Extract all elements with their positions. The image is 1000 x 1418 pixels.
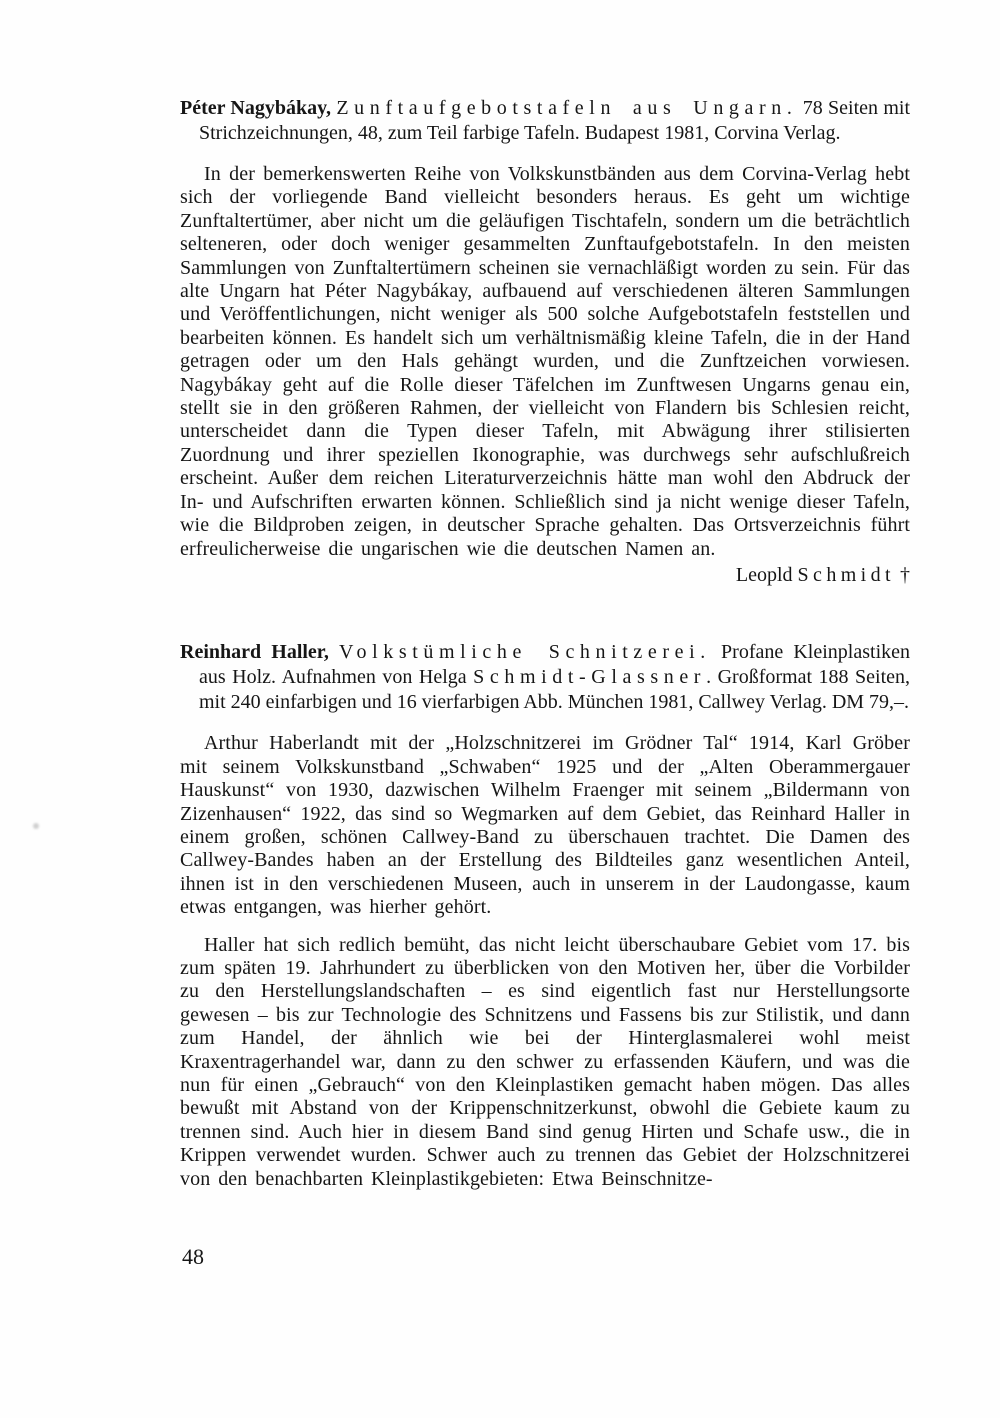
review-body-paragraph: Arthur Haberlandt mit der „Holzschnitzerei im Grödner Tal“ 1914, Karl Gröber mit seinem Volkskunstband „Schwaben“ 1925 und der „Alten Oberammergauer Hauskunst“ von 1930, dazwischen Wilhelm Fraenger mit seinem „Bildermann von Zizenhausen“ 1922, das sind so Wegmarken auf dem Gebiet, das Reinhard Haller in einem großen, schönen Callwey-Band zu überschauen trachtet. Die Damen des Callwey-Bandes haben an der Erstellung des Bildteiles ganz wesentlichen Anteil, ihnen ist in den verschiedenen Museen, auch in unserem in der Laudongasse, kaum etwas entgangen, was hierher gehört. (180, 732, 910, 919)
review-heading (180, 96, 910, 146)
review-author: Péter Nagybákay, (180, 97, 332, 119)
review-title: Zunftaufgebotstafeln aus Ungarn. (336, 97, 798, 119)
page-number: 48 (182, 1244, 204, 1269)
review-nagybakay (180, 96, 910, 587)
review-author: Reinhard Haller, (180, 641, 329, 664)
text-block (180, 96, 910, 1191)
photographer-name: Schmidt-Glassner (473, 666, 707, 689)
review-haller (180, 640, 910, 1191)
scan-speck (33, 823, 39, 829)
reviewer-signature (180, 564, 910, 587)
review-subtitle: Profane Kleinplastiken aus Holz. Aufnahmen von Helga (199, 641, 911, 689)
dagger-symbol: † (900, 563, 910, 586)
reviewer-surname: Schmidt (797, 563, 895, 586)
review-bibliographic-info: 78 Seiten mit Strichzeichnungen, 48, zum Teil farbige Tafeln. Budapest 1981, Corvina Verlag. (199, 97, 911, 144)
review-body-paragraph: Haller hat sich redlich bemüht, das nicht leicht überschaubare Gebiet vom 17. bis zum späten 19. Jahrhundert zu überblicken von den Motiven her, über die Vorbilder zu den Herstellungslandschaften – es sind eigentlich fast nur Herstellungsorte gewesen – bis zur Technologie des Schnitzens und Fassens bis zur Stilistik, und dann zum Handel, der ähnlich wie bei der Hinterglasmalerei wohl meist Kraxentragerhandel war, dann zu den schwer zu erfassenden Käufern, und was die nun für einen „Gebrauch“ von den Kleinplastiken gemacht haben mögen. Das alles bewußt mit Abstand von der Krippenschnitzerkunst, obwohl die Gebiete kaum zu trennen sind. Auch hier in diesem Band sind genug Hirten und Schafe usw., die in Krippen verwendet wurden. Schwer auch zu trennen das Gebiet der Holzschnitzerei von den benachbarten Kleinplastikgebieten: Etwa Beinschnitze- (180, 933, 910, 1190)
reviewer-first-name: Leopld (735, 563, 793, 586)
review-title: Volkstümliche Schnitzerei. (339, 641, 711, 664)
review-body-paragraph: In der bemerkenswerten Reihe von Volkskunstbänden aus dem Corvina-Verlag hebt sich der vorliegende Band vielleicht besonders heraus. Es geht um wichtige Zunftaltertümer, aber nicht um die geläufigen Tischtafeln, sondern um die beträchtlich selteneren, oder doch weniger gesammelten Zunftaufgebotstafeln. In den meisten Sammlungen von Zunftaltertümern scheinen sie vernachläßigt worden zu sein. Für das alte Ungarn hat Péter Nagybákay, aufbauend auf verschiedenen älteren Sammlungen und Veröffentlichungen, nicht weniger als 500 solche Aufgebotstafeln feststellen und bearbeiten können. Es handelt sich um verhältnismäßig kleine Tafeln, die in der Hand getragen oder um den Hals gehängt wurden, und die Zunftzeichen vorwiesen. Nagybákay geht auf die Rolle dieser Täfelchen im Zunftwesen Ungarns genau ein, stellt sie in den größeren Rahmen, der vielleicht von Flandern bis Schlesien reicht, unterscheidet dann die Typen dieser Tafeln, mit Abwägung ihrer stilisierten Zuordnung und ihrer speziellen Ikonographie, was durchwegs sehr aufschlußreich erscheint. Außer dem reichen Literaturverzeichnis hätte man wohl den Abdruck der In- und Aufschriften erwarten können. Schließlich sind ja nicht wenige dieser Tafeln, wie die Bildproben zeigen, in deutscher Sprache gehalten. Das Ortsverzeichnis führt erfreulicherweise die ungarischen wie die deutschen Namen an. (180, 163, 910, 560)
review-heading (180, 640, 910, 715)
review-bibliographic-info: . Großformat 188 Seiten, mit 240 einfarbigen und 16 vierfarbigen Abb. München 1981, Callwey Verlag. DM 79,–. (199, 666, 911, 714)
